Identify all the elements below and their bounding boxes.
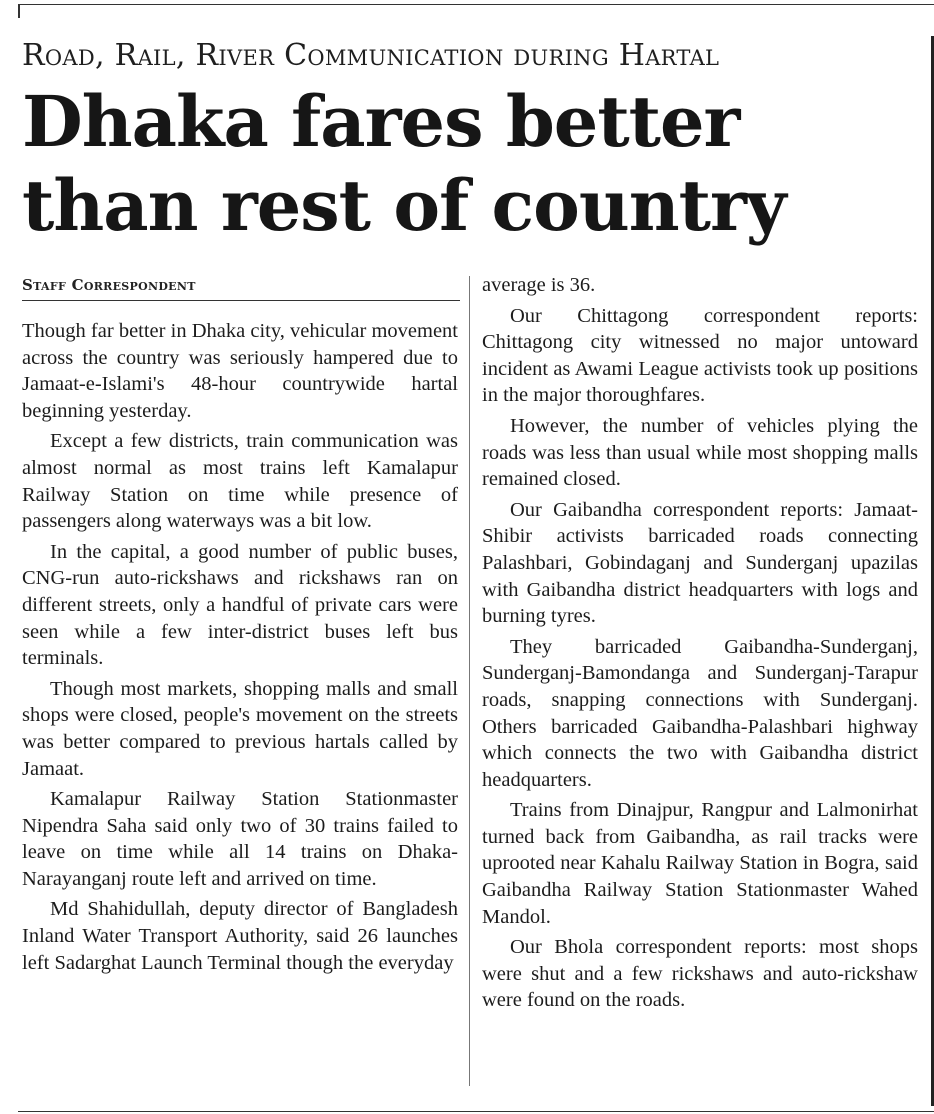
byline-rule bbox=[22, 300, 460, 301]
paragraph: However, the number of vehicles plying the roads was less than usual while most shopping malls remained closed. bbox=[482, 414, 918, 491]
paragraph: Our Chittagong correspondent reports: Chittagong city witnessed no major untoward incident as Awami League activists took up positions in the major thoroughfares. bbox=[482, 304, 918, 407]
byline: Staff Correspondent bbox=[22, 276, 196, 294]
paragraph: In the capital, a good number of public buses, CNG-run auto-rickshaws and rickshaws ran on different streets, only a handful of private cars were seen while a few inter-district buses left bus terminals. bbox=[22, 540, 458, 670]
paragraph: Though most markets, shopping malls and small shops were closed, people's movement on the streets was better compared to previous hartals called by Jamaat. bbox=[22, 677, 458, 780]
paragraph: Trains from Dinajpur, Rangpur and Lalmonirhat turned back from Gaibandha, as rail tracks were uprooted near Kahalu Railway Station in Bogra, said Gaibandha Railway Station Stationmaster Wahed Mandol. bbox=[482, 799, 918, 928]
bottom-rule bbox=[18, 1111, 934, 1112]
kicker: Road, Rail, River Communication during Hartal bbox=[22, 38, 720, 73]
paragraph: Our Bhola correspondent reports: most shops were shut and a few rickshaws and auto-rickshaw were found on the roads. bbox=[482, 936, 918, 1012]
paragraph: Kamalapur Railway Station Stationmaster Nipendra Saha said only two of 30 trains failed to leave on time while all 14 trains on Dhaka-Narayanganj route left and arrived on time. bbox=[22, 788, 458, 890]
paragraph: Our Gaibandha correspondent reports: Jamaat-Shibir activists barricaded roads connecting Palashbari, Gobindaganj and Sunderganj upazilas with Gaibandha district headquarters with logs and burning tyres. bbox=[482, 498, 918, 628]
paragraph: average is 36. bbox=[482, 274, 596, 296]
paragraph: Though far better in Dhaka city, vehicular movement across the country was seriously hampered due to Jamaat-e-Islami's 48-hour countrywide hartal beginning yesterday. bbox=[22, 320, 458, 422]
paragraph: Except a few districts, train communication was almost normal as most trains left Kamalapur Railway Station on time while presence of passengers along waterways was a bit low. bbox=[22, 430, 458, 533]
column-divider bbox=[469, 276, 470, 1086]
headline: Dhaka fares better than rest of country bbox=[22, 80, 786, 247]
paragraph: Md Shahidullah, deputy director of Bangladesh Inland Water Transport Authority, said 26 launches left Sadarghat Launch Terminal though the everyday bbox=[22, 898, 458, 974]
paragraph: They barricaded Gaibandha-Sunderganj, Sunderganj-Bamondanga and Sunderganj-Tarapur roads, snapping connections with Sunderganj. Others barricaded Gaibandha-Palashbari highway which connects the two with Gaibandha district headquarters. bbox=[482, 635, 918, 791]
right-column bbox=[482, 272, 918, 1018]
top-left-corner-rule bbox=[18, 4, 20, 18]
left-column bbox=[22, 318, 458, 980]
top-rule bbox=[18, 4, 934, 5]
